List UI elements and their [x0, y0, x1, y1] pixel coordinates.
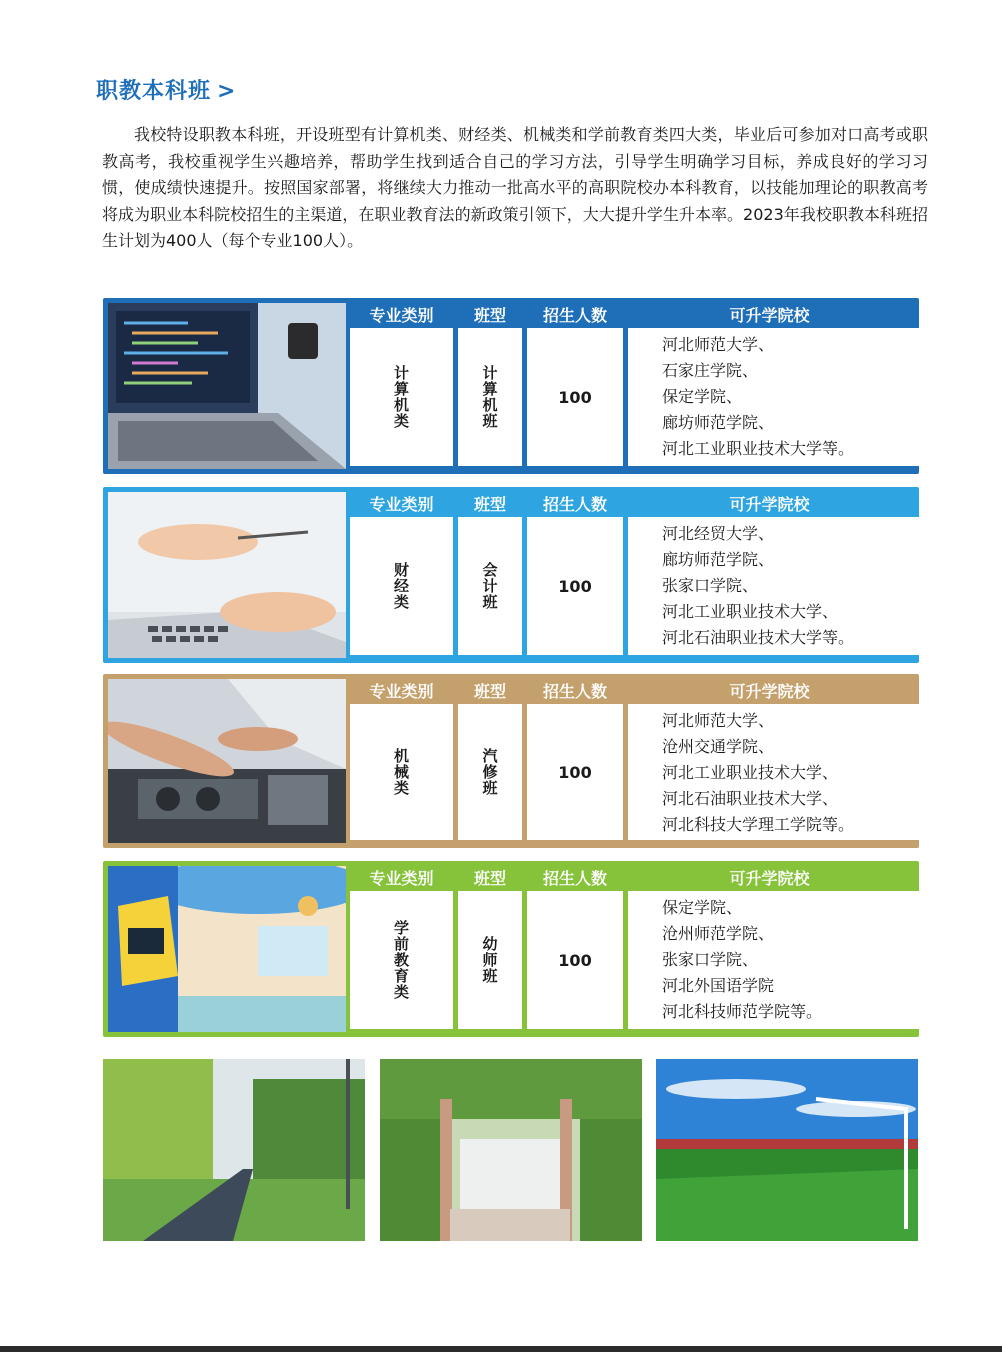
laptop-photo — [108, 303, 346, 469]
school-item: 沧州师范学院、 — [662, 924, 775, 943]
header-class-type: 班型 — [473, 306, 506, 325]
category-cell: 机械类 — [350, 704, 453, 840]
school-item: 河北师范大学、 — [662, 711, 775, 730]
school-item: 河北石油职业技术大学等。 — [662, 628, 855, 647]
category-cell: 财经类 — [350, 517, 453, 655]
header-schools: 可升学院校 — [729, 306, 810, 325]
program-card-preschool — [103, 861, 919, 1037]
header-class-type: 班型 — [473, 495, 506, 514]
category-cell: 计算机类 — [350, 328, 453, 466]
header-category: 专业类别 — [369, 682, 434, 701]
enrollment-cell: 100 — [527, 328, 623, 466]
header-category: 专业类别 — [369, 306, 434, 325]
program-card-finance — [103, 487, 919, 663]
school-item: 河北工业职业技术大学等。 — [662, 439, 855, 458]
section-title: 职教本科班 — [96, 79, 212, 104]
school-item: 河北外国语学院 — [662, 976, 775, 995]
school-item: 石家庄学院、 — [662, 361, 759, 380]
header-category: 专业类别 — [369, 495, 434, 514]
program-card-mechanical — [103, 674, 919, 848]
header-enrollment: 招生人数 — [542, 682, 607, 701]
school-item: 河北工业职业技术大学、 — [662, 763, 839, 782]
header-enrollment: 招生人数 — [542, 495, 607, 514]
header-schools: 可升学院校 — [729, 682, 810, 701]
school-item: 河北师范大学、 — [662, 335, 775, 354]
enrollment-cell: 100 — [527, 704, 623, 840]
school-item: 张家口学院、 — [662, 950, 759, 969]
school-item: 河北科技师范学院等。 — [662, 1002, 823, 1021]
campus-path-photo — [103, 1059, 365, 1241]
classroom-photo — [108, 866, 346, 1032]
typing-photo — [108, 492, 346, 658]
school-item: 廊坊师范学院、 — [662, 550, 775, 569]
header-schools: 可升学院校 — [729, 869, 810, 888]
schools-list — [628, 517, 945, 655]
school-item: 河北工业职业技术大学、 — [662, 602, 839, 621]
class-type-cell: 幼师班 — [458, 891, 522, 1029]
intro-paragraph: 我校特设职教本科班，开设班型有计算机类、财经类、机械类和学前教育类四大类，毕业后可参加对口高考或职教高考，我校重视学生兴趣培养，帮助学生找到适合自己的学习方法，引导学生明确学习目标，养成良好的学习习惯，使成绩快速提升。按照国家部署，将继续大力推动一批高水平的高职院校办本科教育，以技能加理论的职教高考将成为职业本科院校招生的主渠道，在职业教育法的新政策引领下，大大提升学生升本率。2023年我校职教本科班招生计划为400人（每个专业100人）。 — [102, 125, 928, 250]
school-item: 河北经贸大学、 — [662, 524, 775, 543]
enrollment-cell: 100 — [527, 891, 623, 1029]
enrollment-cell: 100 — [527, 517, 623, 655]
garden-pergola-photo — [380, 1059, 642, 1241]
category-cell: 学前教育类 — [350, 891, 453, 1029]
school-item: 廊坊师范学院、 — [662, 413, 775, 432]
school-item: 保定学院、 — [662, 387, 743, 406]
header-class-type: 班型 — [473, 682, 506, 701]
header-category: 专业类别 — [369, 869, 434, 888]
class-type-cell: 计算机班 — [458, 328, 522, 466]
schools-list — [628, 328, 945, 466]
engine-photo — [108, 679, 346, 843]
school-item: 沧州交通学院、 — [662, 737, 775, 756]
chevron-right-icon: > — [217, 79, 237, 104]
school-item: 河北科技大学理工学院等。 — [662, 815, 855, 834]
section-heading — [96, 74, 236, 105]
program-card-computer — [103, 298, 919, 474]
header-class-type: 班型 — [473, 869, 506, 888]
class-type-cell: 会计班 — [458, 517, 522, 655]
schools-list — [628, 891, 945, 1029]
header-schools: 可升学院校 — [729, 495, 810, 514]
page-bottom-bar — [0, 1346, 1002, 1352]
school-item: 保定学院、 — [662, 898, 743, 917]
class-type-cell: 汽修班 — [458, 704, 522, 840]
school-item: 张家口学院、 — [662, 576, 759, 595]
header-enrollment: 招生人数 — [542, 869, 607, 888]
school-item: 河北石油职业技术大学、 — [662, 789, 839, 808]
schools-list — [628, 704, 945, 840]
header-enrollment: 招生人数 — [542, 306, 607, 325]
football-field-photo — [656, 1059, 918, 1241]
